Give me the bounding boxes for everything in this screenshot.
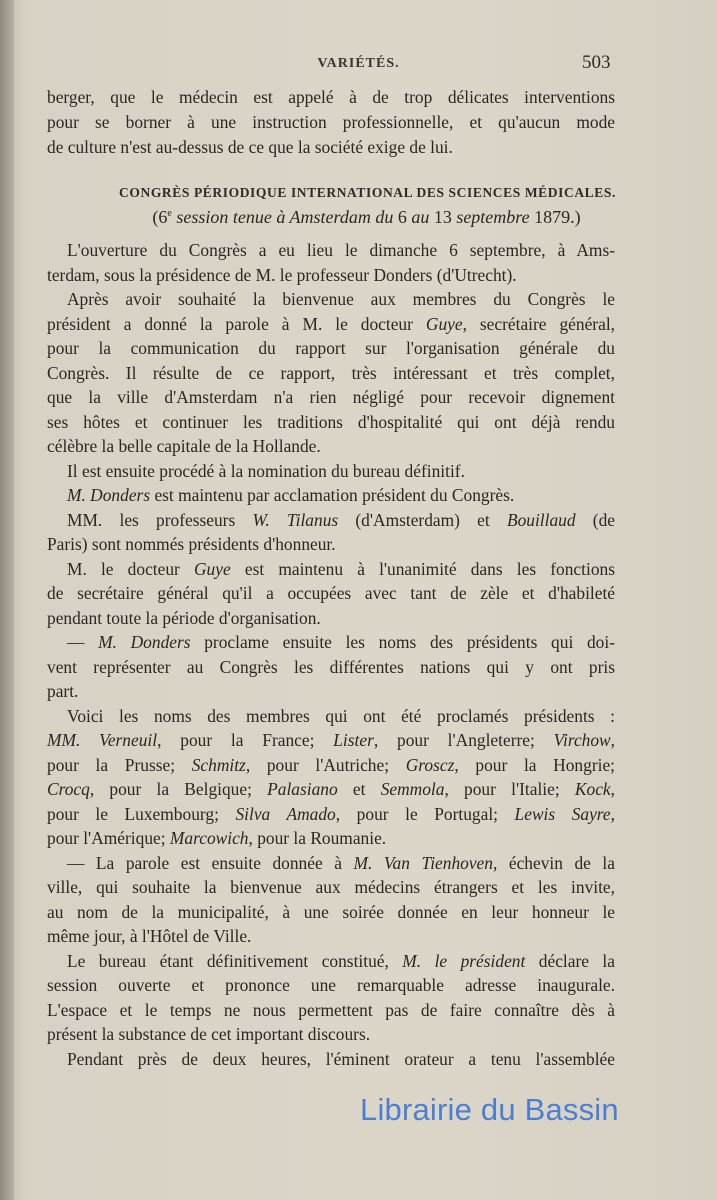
text-run: Le bureau étant définitivement constitué, bbox=[67, 950, 403, 971]
text-run: célèbre la belle capitale de la Hollande. bbox=[47, 436, 321, 456]
text-line bbox=[47, 1023, 615, 1045]
text-run: pour le Luxembourg; bbox=[47, 803, 236, 824]
text-run: déclare la bbox=[525, 950, 615, 971]
text-run: de culture n'est au-dessus de ce que la société exige de lui. bbox=[47, 137, 453, 157]
text-run: terdam, sous la présidence de M. le professeur Donders (d'Utrecht). bbox=[47, 264, 517, 285]
text-line bbox=[47, 901, 615, 923]
text-line bbox=[47, 386, 615, 408]
italic-name: M. le président bbox=[402, 950, 526, 971]
text-line bbox=[47, 337, 615, 359]
running-title: VARIÉTÉS. bbox=[317, 56, 400, 71]
text-run: proclame ensuite les noms des présidents qui doi- bbox=[190, 632, 615, 652]
text-run: au nom de la municipalité, à une soirée donnée en leur honneur le bbox=[47, 901, 615, 922]
sub-day1: 6 bbox=[397, 207, 407, 227]
section-subheading bbox=[0, 206, 717, 228]
text-run: Paris) sont nommés présidents d'honneur. bbox=[47, 534, 336, 554]
text-run: pour la Prusse; bbox=[47, 754, 192, 775]
text-run: berger, que le médecin est appelé à de trop délicates interventions bbox=[47, 87, 615, 107]
text-run: , échevin de la bbox=[492, 852, 615, 873]
italic-name: W. Tilanus bbox=[252, 509, 339, 530]
text-line bbox=[47, 729, 615, 751]
text-run: vent représenter au Congrès les différentes nations qui y ont pris bbox=[47, 656, 615, 677]
italic-name: M. Van Tienhoven bbox=[353, 852, 493, 873]
text-line bbox=[47, 288, 615, 310]
text-line bbox=[47, 1048, 615, 1070]
text-run: — bbox=[67, 632, 99, 652]
text-run: ses hôtes et continuer les traditions d'hospitalité qui ont déjà rendu bbox=[47, 411, 615, 432]
italic-name: Guye bbox=[425, 313, 463, 334]
text-line bbox=[47, 460, 615, 482]
text-run: , bbox=[610, 779, 615, 799]
text-run: , bbox=[610, 730, 616, 750]
italic-name: Lewis Sayre bbox=[514, 803, 611, 824]
text-line bbox=[47, 239, 615, 261]
text-run: même jour, à l'Hôtel de Ville. bbox=[47, 926, 252, 946]
text-run: Pendant près de deux heures, l'éminent orateur a tenu l'assemblée bbox=[67, 1048, 615, 1069]
text-line bbox=[47, 264, 615, 286]
italic-name: Silva Amado bbox=[235, 803, 336, 824]
text-line bbox=[47, 950, 615, 972]
text-line bbox=[47, 827, 615, 849]
text-line bbox=[47, 754, 615, 776]
text-line bbox=[47, 435, 615, 457]
text-run: L'espace et le temps ne nous permettent pas de faire connaître dès à bbox=[47, 999, 615, 1020]
text-line bbox=[47, 111, 615, 133]
text-line bbox=[47, 558, 615, 580]
text-line bbox=[47, 778, 615, 800]
text-line bbox=[47, 362, 615, 384]
text-run: , pour la Hongrie; bbox=[454, 754, 616, 775]
text-run: Après avoir souhaité la bienvenue aux membres du Congrès le bbox=[67, 289, 615, 309]
text-run: (de bbox=[575, 509, 615, 530]
text-line bbox=[47, 803, 615, 825]
text-run: , pour l'Autriche; bbox=[245, 754, 406, 775]
text-run: L'ouverture du Congrès a eu lieu le dimanche 6 septembre, à Ams- bbox=[67, 240, 615, 260]
sub-italic: session tenue à Amsterdam du bbox=[171, 207, 398, 227]
sub-italic3: septembre bbox=[451, 207, 535, 227]
text-run: pour la communication du rapport sur l'organisation générale du bbox=[47, 338, 615, 358]
italic-name: Schmitz bbox=[191, 754, 246, 775]
italic-name: Guye bbox=[193, 558, 231, 579]
text-run: et bbox=[337, 779, 381, 799]
text-run: est maintenu par acclamation président du Congrès. bbox=[150, 485, 515, 505]
italic-name: Bouillaud bbox=[506, 509, 576, 530]
text-line bbox=[47, 582, 615, 604]
section-heading: CONGRÈS PÉRIODIQUE INTERNATIONAL DES SCIENCES MÉDICALES. bbox=[119, 185, 616, 200]
italic-name: Lister bbox=[333, 730, 374, 750]
text-run: pendant toute la période d'organisation. bbox=[47, 607, 321, 628]
italic-name: MM. Verneuil bbox=[47, 730, 158, 750]
italic-name: Groscz bbox=[405, 754, 455, 775]
text-run: session ouverte et prononce une remarquable adresse inaugurale. bbox=[47, 975, 615, 995]
text-run: président a donné la parole à M. le docteur bbox=[47, 313, 426, 334]
text-line bbox=[47, 484, 615, 506]
text-line bbox=[47, 680, 615, 702]
text-run: que la ville d'Amsterdam n'a rien négligé pour recevoir dignement bbox=[47, 387, 615, 407]
watermark-logo: Librairie du Bassin bbox=[360, 1092, 619, 1127]
text-run: , pour le Portugal; bbox=[335, 803, 515, 824]
text-run: est maintenu à l'unanimité dans les fonctions bbox=[230, 558, 615, 579]
text-line bbox=[47, 533, 615, 555]
text-run: présent la substance de cet important discours. bbox=[47, 1024, 371, 1044]
text-run: , pour la France; bbox=[157, 730, 334, 750]
text-line bbox=[47, 411, 615, 433]
text-run: , pour la Roumanie. bbox=[248, 828, 387, 848]
text-run: Congrès. Il résulte de ce rapport, très intéressant et très complet, bbox=[47, 362, 615, 383]
italic-name: Kock bbox=[574, 779, 611, 799]
text-line bbox=[47, 705, 615, 727]
sub-italic2: au bbox=[406, 207, 434, 227]
italic-name: Crocq bbox=[47, 779, 90, 799]
text-run: ville, qui souhaite la bienvenue aux médecins étrangers et les invite, bbox=[47, 877, 615, 897]
text-line bbox=[47, 136, 615, 158]
book-gutter-shadow bbox=[0, 0, 14, 1200]
text-run: de secrétaire général qu'il a occupées avec tant de zèle et d'habileté bbox=[47, 583, 615, 603]
text-run: — La parole est ensuite donnée à bbox=[67, 852, 354, 873]
text-run: , pour la Belgique; bbox=[89, 779, 268, 799]
text-line bbox=[47, 607, 615, 629]
italic-name: Semmola bbox=[380, 779, 445, 799]
text-run: pour se borner à une instruction professionnelle, et qu'aucun mode bbox=[47, 112, 615, 132]
text-run: MM. les professeurs bbox=[67, 509, 253, 530]
text-run: (d'Amsterdam) et bbox=[338, 509, 507, 530]
italic-name: Palasiano bbox=[267, 779, 338, 799]
sub-open: (6 bbox=[152, 207, 168, 227]
sub-year: 1879.) bbox=[534, 207, 581, 227]
text-run: M. le docteur bbox=[67, 558, 194, 579]
sub-day2: 13 bbox=[433, 207, 452, 227]
italic-name: M. Donders bbox=[98, 632, 191, 652]
italic-name: Marcowich bbox=[169, 828, 249, 848]
text-line bbox=[47, 925, 615, 947]
text-line bbox=[47, 86, 615, 108]
text-line bbox=[47, 656, 615, 678]
text-line bbox=[47, 631, 615, 653]
text-run: , secrétaire général, bbox=[462, 313, 615, 334]
text-run: Voici les noms des membres qui ont été proclamés présidents : bbox=[67, 705, 615, 726]
text-line bbox=[47, 876, 615, 898]
text-line bbox=[47, 509, 615, 531]
italic-name: M. Donders bbox=[67, 485, 151, 505]
page-number: 503 bbox=[582, 52, 611, 73]
text-run: , bbox=[610, 803, 616, 824]
sub-sup: e bbox=[167, 208, 172, 219]
text-line bbox=[47, 999, 615, 1021]
text-line bbox=[47, 974, 615, 996]
text-run: part. bbox=[47, 681, 79, 701]
text-line bbox=[47, 313, 615, 335]
text-run: Il est ensuite procédé à la nomination du bureau définitif. bbox=[67, 460, 465, 481]
text-line bbox=[47, 852, 615, 874]
text-run: pour l'Amérique; bbox=[47, 828, 170, 848]
text-run: , pour l'Italie; bbox=[444, 779, 575, 799]
italic-name: Virchow bbox=[553, 730, 611, 750]
text-run: , pour l'Angleterre; bbox=[373, 730, 554, 750]
